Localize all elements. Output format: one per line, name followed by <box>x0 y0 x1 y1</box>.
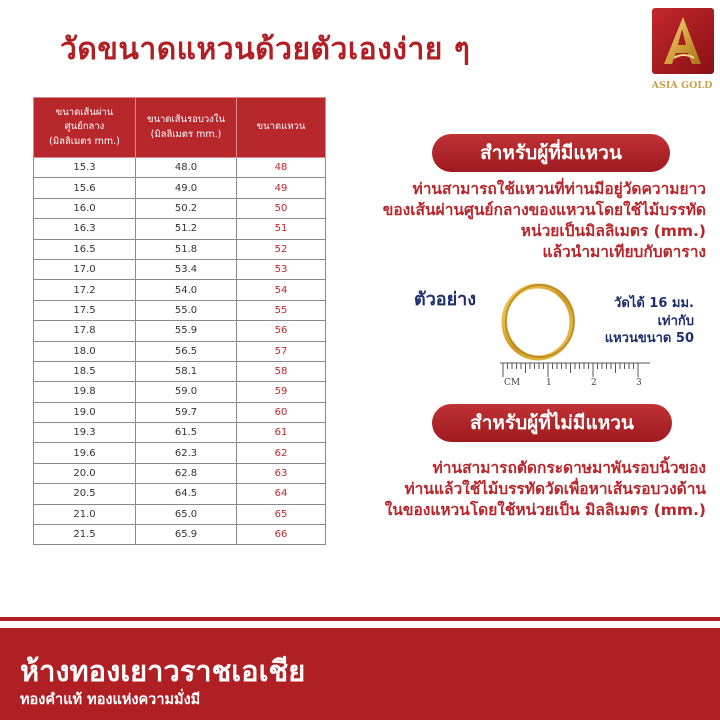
table-row <box>34 402 326 422</box>
ring-size-cell: 52 <box>237 239 326 259</box>
table-row <box>34 280 326 300</box>
ring-size-cell: 65 <box>237 504 326 524</box>
ring-size-cell: 62 <box>237 443 326 463</box>
example-label: ตัวอย่าง <box>414 289 477 310</box>
circumference-cell: 65.0 <box>136 504 237 524</box>
ring-size-cell: 48 <box>237 158 326 178</box>
ring-size-cell: 49 <box>237 178 326 198</box>
diameter-cell: 17.8 <box>34 321 136 341</box>
table-row <box>34 178 326 198</box>
table-row <box>34 484 326 504</box>
header-ring-size: ขนาดแหวน <box>237 98 326 158</box>
table-row <box>34 321 326 341</box>
ruler-icon <box>500 361 650 395</box>
circumference-cell: 49.0 <box>136 178 237 198</box>
footer-divider <box>0 617 720 621</box>
table-row <box>34 219 326 239</box>
diameter-cell: 15.6 <box>34 178 136 198</box>
diameter-cell: 19.0 <box>34 402 136 422</box>
ring-size-cell: 66 <box>237 525 326 545</box>
circumference-cell: 62.8 <box>136 463 237 483</box>
diameter-cell: 18.0 <box>34 341 136 361</box>
circumference-cell: 59.7 <box>136 402 237 422</box>
header-diameter: ขนาดเส้นผ่าน ศูนย์กลาง (มิลลิเมตร mm.) <box>34 98 136 158</box>
section-heading-no-ring: สำหรับผู้ที่ไม่มีแหวน <box>432 404 672 442</box>
ring-size-cell: 56 <box>237 321 326 341</box>
ring-size-cell: 59 <box>237 382 326 402</box>
diameter-cell: 20.5 <box>34 484 136 504</box>
diameter-cell: 15.3 <box>34 158 136 178</box>
header-circumference: ขนาดเส้นรอบวงใน (มิลลิเมตร mm.) <box>136 98 237 158</box>
diameter-cell: 19.3 <box>34 423 136 443</box>
circumference-cell: 62.3 <box>136 443 237 463</box>
ring-size-cell: 50 <box>237 198 326 218</box>
circumference-cell: 55.9 <box>136 321 237 341</box>
circumference-cell: 50.2 <box>136 198 237 218</box>
table-row <box>34 382 326 402</box>
ring-size-cell: 60 <box>237 402 326 422</box>
table-row <box>34 198 326 218</box>
diameter-cell: 16.5 <box>34 239 136 259</box>
ruler-number-1: 1 <box>546 378 552 388</box>
circumference-cell: 48.0 <box>136 158 237 178</box>
table-row <box>34 158 326 178</box>
diameter-cell: 19.6 <box>34 443 136 463</box>
circumference-cell: 53.4 <box>136 259 237 279</box>
diameter-cell: 21.0 <box>34 504 136 524</box>
ring-size-cell: 53 <box>237 259 326 279</box>
ring-size-cell: 54 <box>237 280 326 300</box>
logo-text: ASIA GOLD <box>651 80 713 91</box>
ring-size-cell: 58 <box>237 361 326 381</box>
section-text-have-ring: ท่านสามารถใช้แหวนที่ท่านมีอยู่วัดความยาว ของเส้นผ่านศูนย์กลางของแหวนโดยใช้ไม้บรรทัด หน่วยเป็นมิลลิเมตร (mm.) แล้วนำมาเทียบกับตาราง <box>382 180 706 261</box>
table-row <box>34 259 326 279</box>
section-text-no-ring: ท่านสามารถตัดกระดาษมาพันรอบนิ้วของ ท่านแล้วใช้ไม้บรรทัดวัดเพื่อหาเส้นรอบวงด้าน ในของแหวนโดยใช้หน่วยเป็น มิลลิเมตร (mm.) <box>384 459 706 519</box>
table-row <box>34 443 326 463</box>
diameter-cell: 18.5 <box>34 361 136 381</box>
diameter-cell: 21.5 <box>34 525 136 545</box>
ring-size-table <box>33 97 326 545</box>
diameter-cell: 16.0 <box>34 198 136 218</box>
table-row <box>34 504 326 524</box>
circumference-cell: 55.0 <box>136 300 237 320</box>
table-row <box>34 341 326 361</box>
diameter-cell: 17.2 <box>34 280 136 300</box>
circumference-cell: 51.2 <box>136 219 237 239</box>
circumference-cell: 59.0 <box>136 382 237 402</box>
circumference-cell: 56.5 <box>136 341 237 361</box>
diameter-cell: 16.3 <box>34 219 136 239</box>
diameter-cell: 17.5 <box>34 300 136 320</box>
circumference-cell: 51.8 <box>136 239 237 259</box>
asia-gold-a-logo-icon <box>652 8 714 74</box>
asia-gold-logo <box>646 8 718 96</box>
footer-banner <box>0 628 720 720</box>
ring-size-cell: 55 <box>237 300 326 320</box>
ring-size-cell: 57 <box>237 341 326 361</box>
table-row <box>34 525 326 545</box>
ruler-number-3: 3 <box>636 378 642 388</box>
example-note: วัดได้ 16 มม. เท่ากับ แหวนขนาด 50 <box>604 296 694 346</box>
table-row <box>34 361 326 381</box>
section-heading-have-ring: สำหรับผู้ที่มีแหวน <box>432 134 670 172</box>
circumference-cell: 58.1 <box>136 361 237 381</box>
page-title: วัดขนาดแหวนด้วยตัวเองง่าย ๆ <box>60 32 471 67</box>
ruler-number-2: 2 <box>591 378 597 388</box>
diameter-cell: 17.0 <box>34 259 136 279</box>
shop-name: ห้างทองเยาวราชเอเชีย <box>20 654 306 688</box>
circumference-cell: 65.9 <box>136 525 237 545</box>
ring-size-cell: 61 <box>237 423 326 443</box>
diameter-cell: 20.0 <box>34 463 136 483</box>
ruler-unit: CM <box>504 378 521 388</box>
table-body <box>34 158 326 545</box>
gold-ring-icon <box>498 282 582 362</box>
circumference-cell: 54.0 <box>136 280 237 300</box>
ring-size-cell: 51 <box>237 219 326 239</box>
shop-tagline: ทองคำแท้ ทองแห่งความมั่งมี <box>20 692 201 708</box>
circumference-cell: 64.5 <box>136 484 237 504</box>
ring-size-cell: 63 <box>237 463 326 483</box>
table-row <box>34 239 326 259</box>
table-row <box>34 463 326 483</box>
table-row <box>34 423 326 443</box>
table-row <box>34 300 326 320</box>
ring-size-cell: 64 <box>237 484 326 504</box>
diameter-cell: 19.8 <box>34 382 136 402</box>
circumference-cell: 61.5 <box>136 423 237 443</box>
